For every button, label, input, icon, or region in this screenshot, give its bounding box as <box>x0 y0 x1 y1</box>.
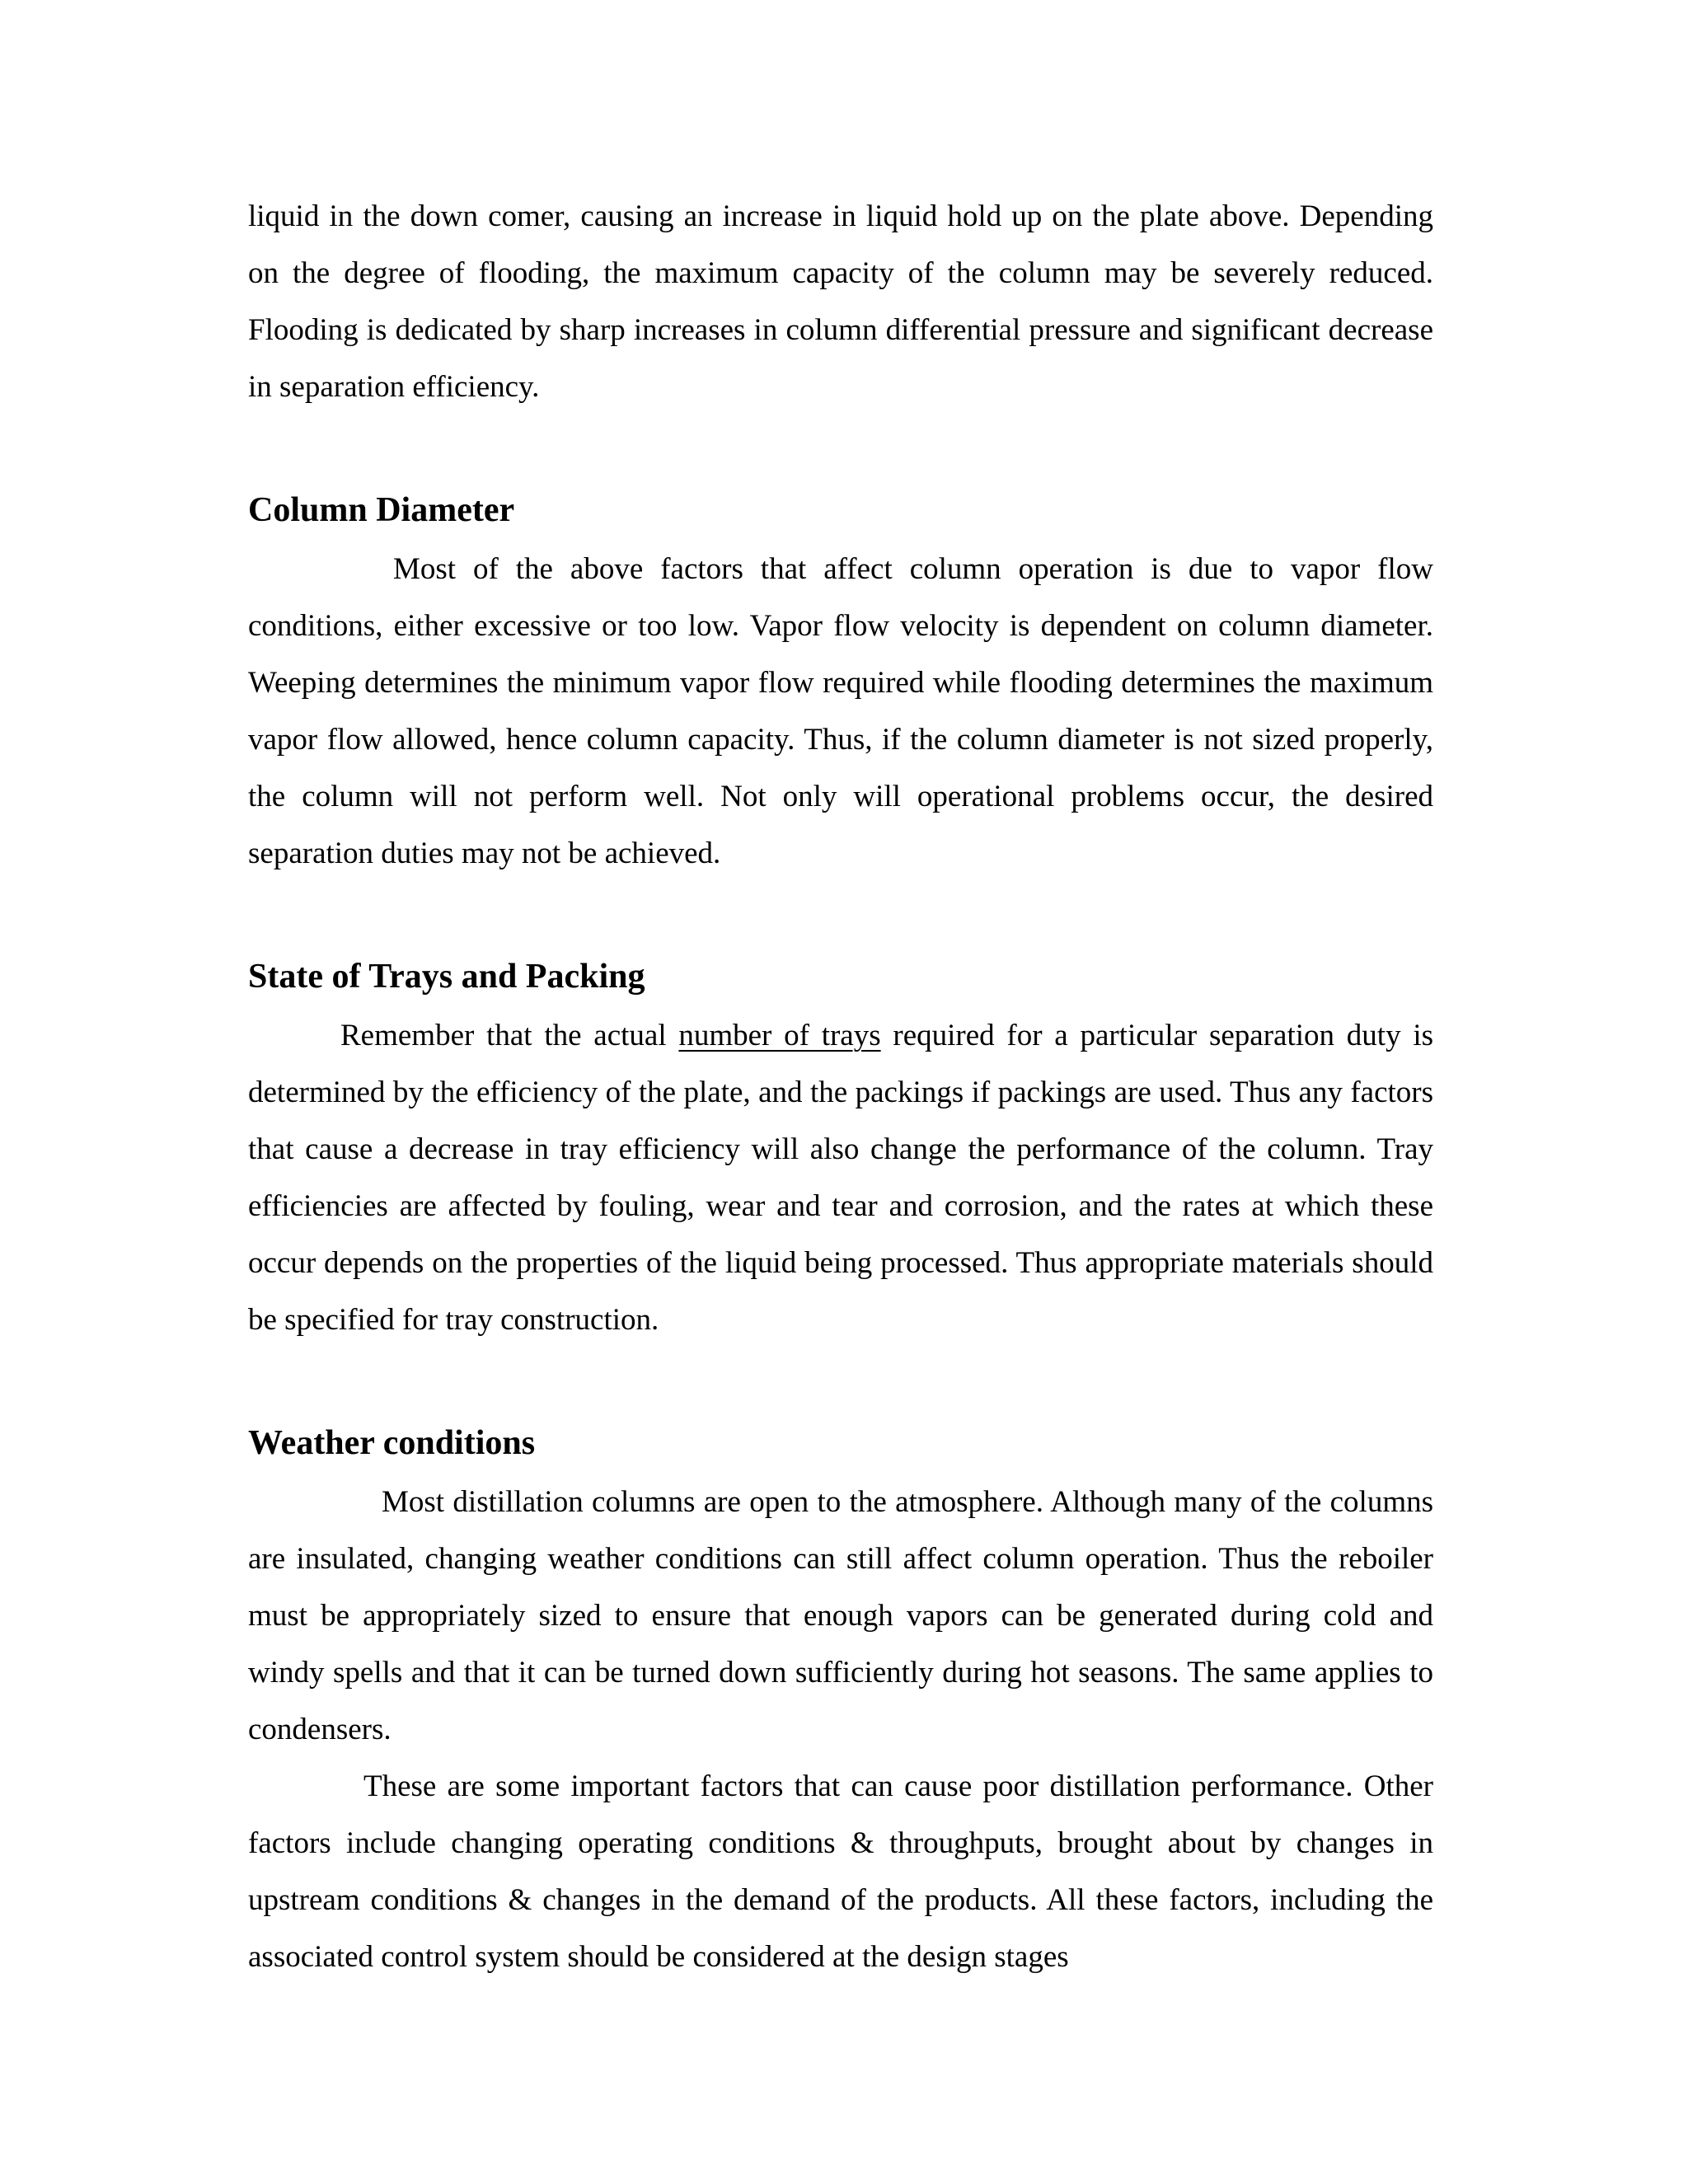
trays-packing-text-end: required for a particular separation duty is determined by the efficiency of the plate, and the packings if packings are used. Thus any factors that cause a decrease in tray efficiency will also change the performance of the column. Tray efficiencies are affected by fouling, wear and tear and corrosion, and the rates at which these occur depends on the properties of the liquid being processed. Thus appropriate materials should be specified for tray construction. <box>248 1019 1433 1337</box>
intro-paragraph: liquid in the down comer, causing an increase in liquid hold up on the plate above. Depending on the degree of flooding, the maximum capacity of the column may be severely reduced. Flooding is dedicated by sharp increases in column differential pressure and significant decrease in separation efficiency. <box>248 199 1433 404</box>
page-content <box>248 188 1433 1985</box>
factors-paragraph: These are some important factors that can cause poor distillation performance. Other factors include changing operating conditions & throughputs, brought about by changes in upstream conditions & changes in the demand of the products. All these factors, including the associated control system should be considered at the design stages <box>248 1769 1433 1974</box>
column-diameter-heading: Column Diameter <box>248 491 515 529</box>
number-of-trays-link[interactable]: number of trays <box>678 1019 881 1052</box>
trays-packing-heading: State of Trays and Packing <box>248 958 645 996</box>
trays-packing-paragraph <box>248 1007 1433 1348</box>
trays-packing-text-start: Remember that the actual <box>340 1019 679 1052</box>
column-diameter-paragraph: Most of the above factors that affect column operation is due to vapor flow conditions, either excessive or too low. Vapor flow velocity is dependent on column diameter. Weeping determines the minimum vapor flow required while flooding determines the maximum vapor flow allowed, hence column capacity. Thus, if the column diameter is not sized properly, the column will not perform well. Not only will operational problems occur, the desired separation duties may not be achieved. <box>248 552 1433 870</box>
weather-conditions-paragraph: Most distillation columns are open to the atmosphere. Although many of the columns are insulated, changing weather conditions can still affect column operation. Thus the reboiler must be appropriately sized to ensure that enough vapors can be generated during cold and windy spells and that it can be turned down sufficiently during hot seasons. The same applies to condensers. <box>248 1485 1433 1746</box>
weather-conditions-heading: Weather conditions <box>248 1424 536 1462</box>
